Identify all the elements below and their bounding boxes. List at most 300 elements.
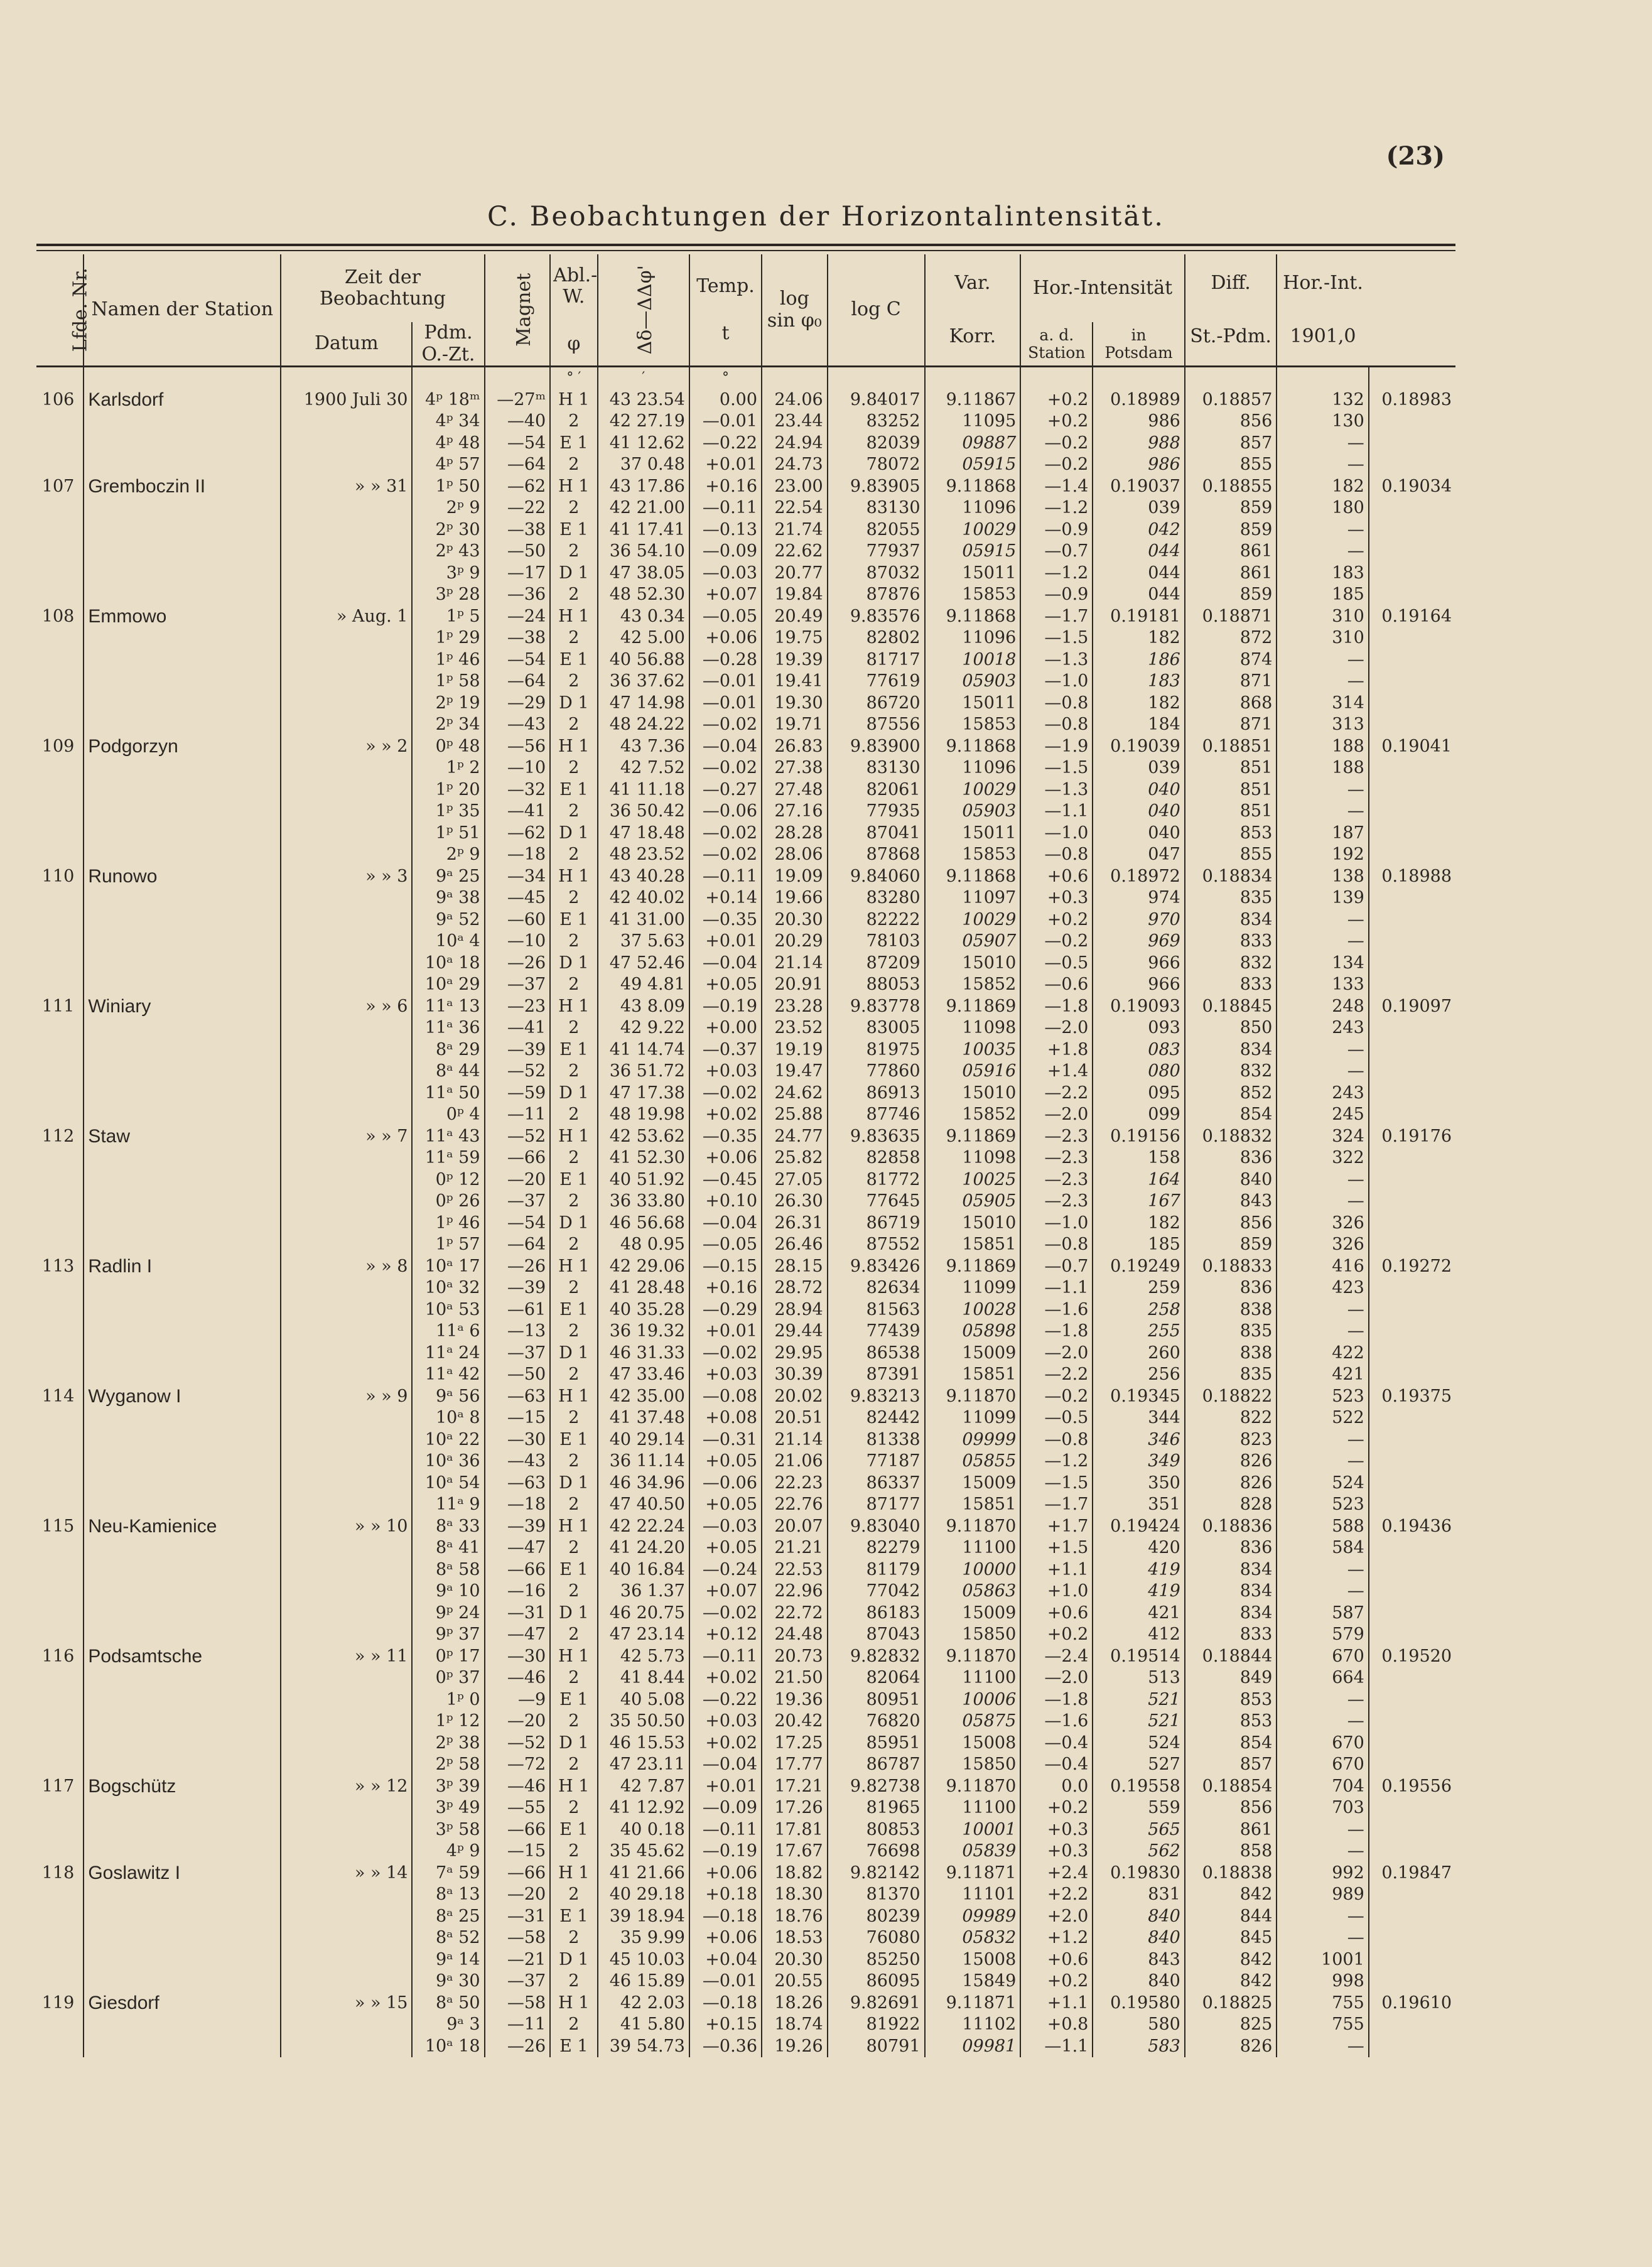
abl-w: 47 18.48 — [598, 823, 689, 845]
log-sin: 80853 — [828, 1819, 925, 1841]
temp: 19.84 — [762, 584, 828, 606]
empty-cell — [36, 1451, 84, 1473]
empty-cell — [84, 1797, 281, 1819]
empty-cell — [84, 1711, 281, 1733]
hor-station: 562 — [1093, 1841, 1184, 1863]
pdm-time: 9ᵃ 38 — [412, 887, 484, 909]
pdm-time: 8ᵃ 58 — [412, 1559, 484, 1581]
log-sin: 87746 — [828, 1104, 925, 1126]
magnet: 2 — [550, 1624, 597, 1646]
log-sin: 87209 — [828, 953, 925, 975]
header-row-1 — [36, 254, 1455, 322]
temp: 28.72 — [762, 1277, 828, 1299]
empty-cell — [84, 823, 281, 845]
hor-potsdam: 868 — [1185, 693, 1277, 715]
hor-station: 513 — [1093, 1667, 1184, 1689]
oz-time: —46 — [485, 1776, 551, 1798]
station-result: 0.19176 — [1369, 1126, 1455, 1148]
empty-cell — [281, 1191, 412, 1213]
oz-time: —39 — [485, 1516, 551, 1538]
empty-cell — [84, 1841, 281, 1863]
hor-station: 186 — [1093, 649, 1184, 671]
header-var: Var. Korr. — [925, 254, 1021, 367]
empty-cell — [1369, 1494, 1455, 1516]
temp: 25.88 — [762, 1104, 828, 1126]
temp: 20.30 — [762, 909, 828, 931]
delta: —0.03 — [689, 563, 762, 585]
log-sin: 83252 — [828, 411, 925, 433]
temp: 19.47 — [762, 1061, 828, 1083]
log-c: 15853 — [925, 714, 1021, 736]
pdm-time: 0ᵖ 12 — [412, 1169, 484, 1191]
delta: +0.05 — [689, 1451, 762, 1473]
header-lfde: Lfde. Nr. — [69, 268, 92, 352]
empty-cell — [84, 1277, 281, 1299]
temp: 20.73 — [762, 1646, 828, 1668]
var-korr: —0.8 — [1020, 1429, 1093, 1451]
unit-cell — [1369, 367, 1455, 389]
var-korr: —0.9 — [1020, 519, 1093, 541]
empty-cell — [1369, 1797, 1455, 1819]
pdm-time: 8ᵃ 29 — [412, 1039, 484, 1061]
magnet: E 1 — [550, 1819, 597, 1841]
empty-cell — [84, 1061, 281, 1083]
abl-w: 46 34.96 — [598, 1473, 689, 1495]
delta: —0.19 — [689, 1841, 762, 1863]
hor-station: 164 — [1093, 1169, 1184, 1191]
empty-cell — [36, 1819, 84, 1841]
log-sin: 9.83635 — [828, 1126, 925, 1148]
hor-potsdam: 0.18838 — [1185, 1863, 1277, 1885]
delta: —0.02 — [689, 1603, 762, 1625]
empty-cell — [36, 844, 84, 866]
oz-time: —26 — [485, 1256, 551, 1278]
abl-w: 47 23.11 — [598, 1754, 689, 1776]
temp: 18.26 — [762, 1993, 828, 2015]
empty-cell — [281, 1277, 412, 1299]
pdm-time: 1ᵖ 58 — [412, 671, 484, 693]
oz-time: —20 — [485, 1711, 551, 1733]
hor-potsdam: 853 — [1185, 823, 1277, 845]
empty-cell — [281, 1451, 412, 1473]
header-logsin: log sin φ₀ — [762, 254, 828, 367]
abl-w: 41 21.66 — [598, 1863, 689, 1885]
pdm-time: 9ᵃ 56 — [412, 1386, 484, 1408]
abl-w: 46 15.89 — [598, 1971, 689, 1993]
table-row — [36, 1213, 1455, 1235]
log-c: 11101 — [925, 1884, 1021, 1906]
empty-cell — [36, 1603, 84, 1625]
hor-station: 421 — [1093, 1603, 1184, 1625]
delta: +0.06 — [689, 1863, 762, 1885]
station-date: » » 11 — [281, 1646, 412, 1668]
log-sin: 77645 — [828, 1191, 925, 1213]
abl-w: 36 33.80 — [598, 1191, 689, 1213]
abl-w: 42 40.02 — [598, 887, 689, 909]
empty-cell — [36, 953, 84, 975]
hor-potsdam: 856 — [1185, 411, 1277, 433]
empty-cell — [1369, 1429, 1455, 1451]
oz-time: —60 — [485, 909, 551, 931]
magnet: 2 — [550, 1061, 597, 1083]
hor-station: 040 — [1093, 779, 1184, 801]
station-date: » » 31 — [281, 476, 412, 498]
unit-row — [36, 367, 1455, 389]
diff: — — [1277, 931, 1368, 953]
log-sin: 80239 — [828, 1906, 925, 1928]
log-sin: 86719 — [828, 1213, 925, 1235]
table-row — [36, 1667, 1455, 1689]
temp: 24.73 — [762, 454, 828, 476]
magnet: H 1 — [550, 1646, 597, 1668]
log-sin: 9.82142 — [828, 1863, 925, 1885]
temp: 19.30 — [762, 693, 828, 715]
empty-cell — [36, 1083, 84, 1105]
oz-time: —66 — [485, 1863, 551, 1885]
pdm-time: 10ᵃ 32 — [412, 1277, 484, 1299]
temp: 22.76 — [762, 1494, 828, 1516]
pdm-time: 1ᵖ 57 — [412, 1234, 484, 1256]
hor-potsdam: 822 — [1185, 1407, 1277, 1429]
temp: 21.74 — [762, 519, 828, 541]
var-korr: +0.2 — [1020, 1797, 1093, 1819]
oz-time: —62 — [485, 476, 551, 498]
temp: 21.14 — [762, 1429, 828, 1451]
oz-time: —9 — [485, 1689, 551, 1711]
log-sin: 85951 — [828, 1733, 925, 1755]
log-c: 15008 — [925, 1733, 1021, 1755]
pdm-time: 8ᵃ 13 — [412, 1884, 484, 1906]
hor-station: 966 — [1093, 974, 1184, 996]
log-sin: 82442 — [828, 1407, 925, 1429]
empty-cell — [84, 1581, 281, 1603]
pdm-time: 9ᵃ 52 — [412, 909, 484, 931]
log-c: 11100 — [925, 1537, 1021, 1559]
header-delta: Δδ—ΔΔφ' — [598, 254, 689, 367]
hor-station: 158 — [1093, 1147, 1184, 1169]
hor-potsdam: 851 — [1185, 779, 1277, 801]
hor-station: 080 — [1093, 1061, 1184, 1083]
oz-time: —40 — [485, 411, 551, 433]
log-sin: 83130 — [828, 497, 925, 519]
var-korr: +1.2 — [1020, 1927, 1093, 1949]
hor-potsdam: 833 — [1185, 1624, 1277, 1646]
hor-station: 259 — [1093, 1277, 1184, 1299]
empty-cell — [281, 1494, 412, 1516]
hor-potsdam: 826 — [1185, 2036, 1277, 2058]
log-sin: 86538 — [828, 1343, 925, 1365]
delta: +0.03 — [689, 1061, 762, 1083]
empty-cell — [84, 1819, 281, 1841]
empty-cell — [84, 974, 281, 996]
oz-time: —64 — [485, 671, 551, 693]
hor-station: 184 — [1093, 714, 1184, 736]
temp: 25.82 — [762, 1147, 828, 1169]
var-korr: +2.4 — [1020, 1863, 1093, 1885]
magnet: H 1 — [550, 996, 597, 1018]
pdm-time: 11ᵃ 42 — [412, 1364, 484, 1386]
var-korr: —1.0 — [1020, 671, 1093, 693]
var-korr: —1.8 — [1020, 1321, 1093, 1343]
magnet: E 1 — [550, 1429, 597, 1451]
table-row — [36, 996, 1455, 1018]
empty-cell — [1369, 714, 1455, 736]
abl-w: 36 37.62 — [598, 671, 689, 693]
temp: 19.39 — [762, 649, 828, 671]
pdm-time: 9ᵖ 37 — [412, 1624, 484, 1646]
abl-w: 37 5.63 — [598, 931, 689, 953]
log-c: 15009 — [925, 1473, 1021, 1495]
magnet: H 1 — [550, 1863, 597, 1885]
log-sin: 82039 — [828, 433, 925, 455]
diff: 188 — [1277, 757, 1368, 779]
temp: 20.49 — [762, 606, 828, 628]
temp: 20.02 — [762, 1386, 828, 1408]
log-c: 11098 — [925, 1017, 1021, 1039]
empty-cell — [36, 497, 84, 519]
magnet: D 1 — [550, 1733, 597, 1755]
empty-cell — [36, 1624, 84, 1646]
var-korr: —1.1 — [1020, 1277, 1093, 1299]
empty-cell — [281, 1429, 412, 1451]
delta: +0.06 — [689, 1927, 762, 1949]
abl-w: 37 0.48 — [598, 454, 689, 476]
delta: —0.01 — [689, 671, 762, 693]
pdm-time: 2ᵖ 9 — [412, 497, 484, 519]
magnet: H 1 — [550, 1126, 597, 1148]
empty-cell — [1369, 909, 1455, 931]
hor-station: 185 — [1093, 1234, 1184, 1256]
header-abl: Abl.-W. φ — [550, 254, 597, 367]
station-name: Gremboczin II — [84, 476, 281, 498]
pdm-time: 4ᵖ 18ᵐ — [412, 389, 484, 411]
empty-cell — [36, 1581, 84, 1603]
abl-w: 42 5.00 — [598, 627, 689, 649]
abl-w: 36 1.37 — [598, 1581, 689, 1603]
temp: 29.95 — [762, 1343, 828, 1365]
hor-potsdam: 842 — [1185, 1884, 1277, 1906]
log-sin: 82802 — [828, 627, 925, 649]
hor-potsdam: 854 — [1185, 1104, 1277, 1126]
delta: +0.07 — [689, 584, 762, 606]
table-row — [36, 1537, 1455, 1559]
log-c: 10001 — [925, 1819, 1021, 1841]
empty-cell — [281, 1321, 412, 1343]
var-korr: +2.0 — [1020, 1906, 1093, 1928]
delta: —0.05 — [689, 1234, 762, 1256]
diff: 324 — [1277, 1126, 1368, 1148]
oz-time: —66 — [485, 1819, 551, 1841]
magnet: H 1 — [550, 476, 597, 498]
temp: 17.21 — [762, 1776, 828, 1798]
hor-station: 521 — [1093, 1689, 1184, 1711]
diff: 422 — [1277, 1343, 1368, 1365]
var-korr: —1.4 — [1020, 476, 1093, 498]
header-hor-a: a. d. Station — [1020, 322, 1093, 367]
oz-time: —26 — [485, 953, 551, 975]
log-sin: 82222 — [828, 909, 925, 931]
hor-potsdam: 840 — [1185, 1169, 1277, 1191]
abl-w: 48 23.52 — [598, 844, 689, 866]
hor-potsdam: 861 — [1185, 541, 1277, 563]
hor-potsdam: 0.18832 — [1185, 1126, 1277, 1148]
empty-cell — [281, 1819, 412, 1841]
hor-potsdam: 859 — [1185, 497, 1277, 519]
log-c: 10018 — [925, 649, 1021, 671]
empty-cell — [1369, 1299, 1455, 1321]
magnet: 2 — [550, 1667, 597, 1689]
var-korr: —0.2 — [1020, 433, 1093, 455]
empty-cell — [36, 541, 84, 563]
oz-time: —30 — [485, 1646, 551, 1668]
empty-cell — [84, 1083, 281, 1105]
empty-cell — [281, 1213, 412, 1235]
hor-potsdam: 872 — [1185, 627, 1277, 649]
empty-cell — [281, 563, 412, 585]
station-result: 0.19164 — [1369, 606, 1455, 628]
log-sin: 81717 — [828, 649, 925, 671]
oz-time: —38 — [485, 627, 551, 649]
oz-time: —39 — [485, 1039, 551, 1061]
magnet: 2 — [550, 1971, 597, 1993]
log-sin: 85250 — [828, 1949, 925, 1971]
empty-cell — [281, 627, 412, 649]
temp: 28.94 — [762, 1299, 828, 1321]
station-date: 1900 Juli 30 — [281, 389, 412, 411]
pdm-time: 10ᵃ 29 — [412, 974, 484, 996]
hor-station: 0.19424 — [1093, 1516, 1184, 1538]
magnet: 2 — [550, 541, 597, 563]
diff: — — [1277, 1559, 1368, 1581]
magnet: E 1 — [550, 1689, 597, 1711]
delta: —0.24 — [689, 1559, 762, 1581]
unit-cell — [925, 367, 1021, 389]
hor-station: 258 — [1093, 1299, 1184, 1321]
hor-station: 344 — [1093, 1407, 1184, 1429]
station-name: Emmowo — [84, 606, 281, 628]
empty-cell — [36, 1537, 84, 1559]
var-korr: +1.5 — [1020, 1537, 1093, 1559]
pdm-time: 11ᵃ 13 — [412, 996, 484, 1018]
diff: — — [1277, 519, 1368, 541]
empty-cell — [84, 757, 281, 779]
pdm-time: 0ᵖ 48 — [412, 736, 484, 758]
temp: 20.91 — [762, 974, 828, 996]
diff: — — [1277, 1451, 1368, 1473]
empty-cell — [1369, 953, 1455, 975]
empty-cell — [84, 1147, 281, 1169]
abl-w: 47 40.50 — [598, 1494, 689, 1516]
station-result: 0.19520 — [1369, 1646, 1455, 1668]
station-number: 108 — [41, 606, 75, 626]
header-magnet: Magnet — [485, 254, 551, 367]
log-sin: 88053 — [828, 974, 925, 996]
oz-time: —34 — [485, 866, 551, 888]
empty-cell — [84, 1017, 281, 1039]
table-row — [36, 1083, 1455, 1105]
oz-time: —50 — [485, 1364, 551, 1386]
hor-station: 840 — [1093, 1927, 1184, 1949]
log-c: 05898 — [925, 1321, 1021, 1343]
temp: 26.46 — [762, 1234, 828, 1256]
delta: +0.15 — [689, 2014, 762, 2036]
temp: 27.48 — [762, 779, 828, 801]
empty-cell — [1369, 1667, 1455, 1689]
table-row — [36, 1971, 1455, 1993]
log-c: 10029 — [925, 519, 1021, 541]
log-c: 11099 — [925, 1277, 1021, 1299]
var-korr: —2.3 — [1020, 1191, 1093, 1213]
empty-cell — [281, 974, 412, 996]
log-sin: 77439 — [828, 1321, 925, 1343]
table-row — [36, 627, 1455, 649]
log-c: 11100 — [925, 1667, 1021, 1689]
diff: 670 — [1277, 1646, 1368, 1668]
abl-w: 39 18.94 — [598, 1906, 689, 1928]
temp: 20.42 — [762, 1711, 828, 1733]
delta: —0.18 — [689, 1906, 762, 1928]
var-korr: —2.3 — [1020, 1169, 1093, 1191]
hor-potsdam: 853 — [1185, 1689, 1277, 1711]
empty-cell — [1369, 974, 1455, 996]
table-row — [36, 584, 1455, 606]
diff: 588 — [1277, 1516, 1368, 1538]
hor-station: 351 — [1093, 1494, 1184, 1516]
oz-time: —13 — [485, 1321, 551, 1343]
abl-w: 41 5.80 — [598, 2014, 689, 2036]
station-name: Wyganow I — [84, 1386, 281, 1408]
hor-potsdam: 836 — [1185, 1277, 1277, 1299]
empty-cell — [1369, 1624, 1455, 1646]
hor-station: 412 — [1093, 1624, 1184, 1646]
temp: 17.26 — [762, 1797, 828, 1819]
empty-cell — [84, 1689, 281, 1711]
unit-cell — [1093, 367, 1184, 389]
magnet: 2 — [550, 1017, 597, 1039]
log-c: 15851 — [925, 1364, 1021, 1386]
empty-cell — [1369, 1451, 1455, 1473]
var-korr: —0.9 — [1020, 584, 1093, 606]
table-row — [36, 714, 1455, 736]
log-c: 9.11869 — [925, 996, 1021, 1018]
hor-station: 831 — [1093, 1884, 1184, 1906]
station-number: 116 — [41, 1646, 75, 1666]
delta: —0.01 — [689, 693, 762, 715]
pdm-time: 10ᵃ 8 — [412, 1407, 484, 1429]
abl-w: 41 12.92 — [598, 1797, 689, 1819]
empty-cell — [281, 1624, 412, 1646]
var-korr: —2.4 — [1020, 1646, 1093, 1668]
oz-time: —30 — [485, 1429, 551, 1451]
empty-cell — [84, 671, 281, 693]
header-datum: Datum — [281, 322, 412, 367]
var-korr: —1.7 — [1020, 606, 1093, 628]
delta: —0.11 — [689, 866, 762, 888]
oz-time: —24 — [485, 606, 551, 628]
empty-cell — [84, 779, 281, 801]
diff: 132 — [1277, 389, 1368, 411]
pdm-time: 11ᵃ 24 — [412, 1343, 484, 1365]
hor-potsdam: 0.18871 — [1185, 606, 1277, 628]
hor-station: 183 — [1093, 671, 1184, 693]
hor-potsdam: 826 — [1185, 1451, 1277, 1473]
diff: — — [1277, 1429, 1368, 1451]
unit-cell — [1277, 367, 1368, 389]
var-korr: —0.8 — [1020, 844, 1093, 866]
abl-w: 39 54.73 — [598, 2036, 689, 2058]
empty-cell — [1369, 541, 1455, 563]
log-c: 15008 — [925, 1949, 1021, 1971]
